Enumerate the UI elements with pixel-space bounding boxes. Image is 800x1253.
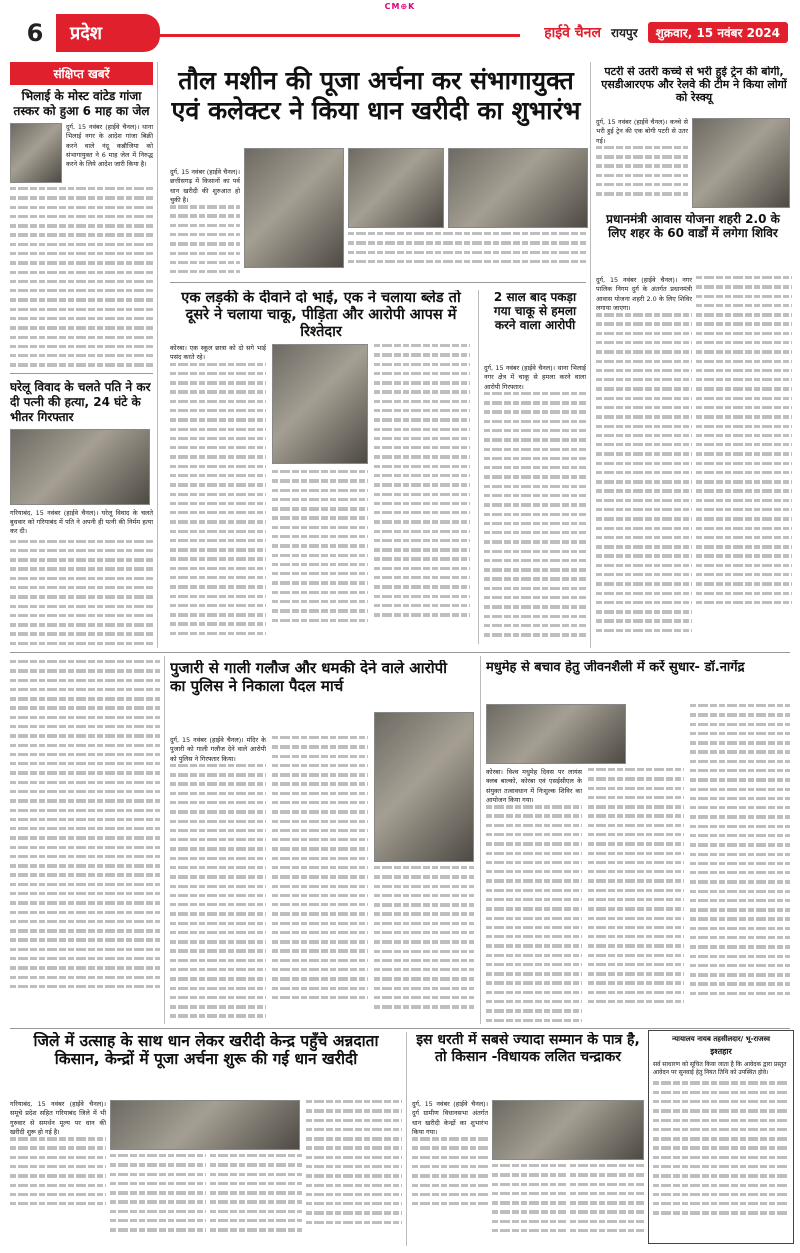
absconding-body	[484, 392, 586, 637]
story2-headline: घरेलू विवाद के चलते पति ने कर दी पत्नी की हत्या, 24 घंटे के भीतर गिरफ्तार	[10, 379, 151, 424]
diabetes-lead: कोरबा। विश्व मधुमेह दिवस पर लायंस क्लब बाल्को, कोरबा एवं एसईसीएल के संयुक्त तत्वावधान में निःशुल्क शिविर का आयोजन किया गया।	[486, 768, 582, 804]
notice-body-lines	[653, 1081, 789, 1214]
pm-awas-band	[596, 212, 790, 270]
wife-murder-cont	[10, 660, 160, 1024]
knife-body-2	[272, 470, 368, 644]
paddy-body-4	[306, 1100, 402, 1246]
diabetes-photo	[486, 704, 626, 764]
main-body-1	[170, 205, 240, 278]
train-body	[596, 146, 688, 196]
page-number: 6	[26, 19, 44, 47]
section-tab: प्रदेश	[56, 14, 160, 52]
header-rule	[160, 34, 520, 37]
main-text-col1	[170, 168, 240, 278]
priest-col1	[170, 736, 266, 1024]
train-text	[596, 118, 688, 210]
story2-body	[10, 540, 153, 648]
issue-date: शुक्रवार, 15 नवंबर 2024	[648, 22, 788, 43]
diabetes-divider	[480, 656, 481, 1024]
print-registration-mark: CM⊕K	[384, 2, 416, 11]
pm-awas-body-1	[596, 313, 692, 632]
diabetes-headline: मधुमेह से बचाव हेतु जीवनशैली में करें सुधार- डॉ.नागेंद्र	[486, 660, 745, 675]
section-rule-2	[10, 652, 790, 653]
diabetes-body-1	[486, 805, 582, 1022]
legal-notice-ad	[648, 1030, 794, 1244]
pm-awas-headline: प्रधानमंत्री आवास योजना शहरी 2.0 के लिए शहर के 60 वार्डों में लगेगा शिविर	[606, 212, 780, 241]
priest-lead: दुर्ग, 15 नवंबर (हाईवे चैनल)। मंदिर के पुजारी को गाली गलौज देने वाले आरोपी को पुलिस ने गिरफ्तार किया।	[170, 736, 266, 763]
absconding-col	[484, 364, 586, 644]
main-photo-3	[448, 148, 588, 228]
pm-awas-col1	[596, 276, 692, 648]
story1-lead: दुर्ग, 15 नवंबर (हाईवे चैनल)। थाना भिलाई नगर के आदेश गांजा बिक्री करने वाले नंदू कन्नौजिया को संभागायुक्त ने 6 माह जेल में निरुद्ध करने के लिये आदेश जारी किया है।	[66, 123, 153, 169]
train-lead: दुर्ग, 15 नवंबर (हाईवे चैनल)। कच्चे से भरी हुई ट्रेन की एक बोगी पटरी से उतर गई।	[596, 118, 688, 145]
notice-subtitle: इश्तहार	[710, 1047, 732, 1057]
notice-body: सर्व साधारण को सूचित किया जाता है कि आवेदक द्वारा प्रस्तुत आवेदन पर सुनवाई हेतु नियत तिथि को उपस्थित होवे।	[653, 1061, 787, 1077]
priest-photo	[374, 712, 474, 862]
knife-lead: कोरबा। एक स्कूल छात्रा को दो सगे भाई पसंद करते रहे।	[170, 344, 266, 362]
bottom-divider	[406, 1032, 407, 1246]
paddy-body-1	[10, 1137, 106, 1205]
brand-name: हाईवे चैनल	[544, 25, 601, 41]
paddy-lead: गरियाबंद, 15 नवंबर (हाईवे चैनल)। समूचे प्रदेश सहित गरियाबंद जिले में भी गुरुवार से समर्थन मूल्य पर धान की खरीदी शुरू हो गई है।	[10, 1100, 106, 1136]
knife-headline: एक लड़की के दीवाने दो भाई, एक ने चलाया ब्लेड तो दूसरे ने चलाया चाकू, पीड़िता और आरोपी आपस में रिश्तेदार	[181, 290, 461, 340]
main-photo-1	[244, 148, 344, 268]
wife-murder-body	[10, 660, 160, 988]
priest-body-3	[374, 866, 474, 1024]
notice-title: न्यायालय नायब तहसीलदार/ भू-राजस्व	[672, 1035, 770, 1043]
paddy-body-2	[110, 1154, 206, 1246]
story1-body	[10, 187, 153, 367]
absconding-lead: दुर्ग, 15 नवंबर (हाईवे चैनल)। थाना भिलाई नगर क्षेत्र में चाकू से हमला करने वाला आरोपी गिरफ्तार।	[484, 364, 586, 391]
right-column-divider	[590, 62, 591, 648]
absconding-divider	[478, 290, 479, 644]
left-column-divider	[164, 656, 165, 1024]
knife-col1	[170, 344, 266, 644]
train-photo	[692, 118, 790, 208]
paddy-col1	[10, 1100, 106, 1246]
mla-body-2	[492, 1164, 566, 1246]
pm-awas-lead: दुर्ग, 15 नवंबर (हाईवे चैनल)। नगर पालिक निगम दुर्ग के अंतर्गत प्रधानमंत्री आवास योजना शहरी 2.0 के लिए शिविर लगाया जाएगा।	[596, 276, 692, 312]
diabetes-body-2	[588, 768, 684, 1024]
main-photo-2	[348, 148, 444, 228]
main-headline: तौल मशीन की पूजा अर्चना कर संभागायुक्त एवं कलेक्टर ने किया धान खरीदी का शुभारंभ	[171, 66, 581, 125]
left-column	[10, 62, 158, 648]
section-rule-3	[10, 1028, 790, 1029]
accused-photo	[10, 123, 62, 183]
arrest-photo	[10, 429, 150, 505]
diabetes-col1	[486, 768, 582, 1024]
knife-body-3	[374, 344, 470, 644]
main-lead: दुर्ग, 15 नवंबर (हाईवे चैनल)। छत्तीसगढ़ में किसानों का पर्व धान खरीदी की शुरुआत हो चुकी है।	[170, 168, 240, 204]
pm-awas-body-2	[696, 276, 792, 648]
short-news-title: संक्षिप्त खबरें	[10, 62, 153, 85]
knife-photo	[272, 344, 368, 464]
priest-body-1	[170, 764, 266, 1018]
header-meta	[544, 22, 788, 43]
mla-photo	[492, 1100, 644, 1160]
mla-lead: दुर्ग, 15 नवंबर (हाईवे चैनल)। दुर्ग ग्रामीण विधानसभा अंतर्गत धान खरीदी केन्द्रों का शुभारंभ किया गया।	[412, 1100, 488, 1136]
story1-headline: भिलाई के मोस्ट वांटेड गांजा तस्कर को हुआ 6 माह का जेल	[13, 89, 150, 118]
priest-headline: पुजारी से गाली गलौज और धमकी देने वाले आरोपी का पुलिस ने निकाला पैदल मार्च	[170, 660, 448, 695]
mla-body-1	[412, 1137, 488, 1205]
diabetes-body-3	[690, 704, 790, 1024]
paddy-body-3	[210, 1154, 302, 1246]
section-rule-1	[170, 282, 586, 283]
story2-lead: गरियाबंद, 15 नवंबर (हाईवे चैनल)। घरेलू विवाद के चलते बुधवार को गरियाबंद में पति ने अपनी ही पत्नी की निर्मम हत्या कर दी।	[10, 508, 153, 536]
mla-body-3	[570, 1164, 644, 1246]
priest-body-2	[272, 736, 368, 1024]
city-name: रायपुर	[610, 26, 638, 40]
main-body-2	[348, 232, 588, 272]
paddy-photo-1	[110, 1100, 300, 1150]
train-headline: पटरी से उतरी कच्चे से भरी हुई ट्रेन की बोगी, एसडीआरएफ और रेलवे की टीम ने किया लोगों को रेस्क्यू	[601, 66, 787, 104]
masthead	[0, 12, 800, 56]
mla-headline: इस धरती में सबसे ज्यादा सम्मान के पात्र है, तो किसान -विधायक ललित चन्द्राकर	[416, 1032, 640, 1065]
mla-col1	[412, 1100, 488, 1246]
paddy-headline: जिले में उत्साह के साथ धान लेकर खरीदी केन्द्र पहुँचे अन्नदाता किसान, केन्द्रों में पूजा अर्चना शुरू की गई धान खरीदी	[33, 1032, 379, 1069]
absconding-headline: 2 साल बाद पकड़ा गया चाकू से हमला करने वाला आरोपी	[493, 290, 577, 333]
knife-body-1	[170, 363, 266, 636]
